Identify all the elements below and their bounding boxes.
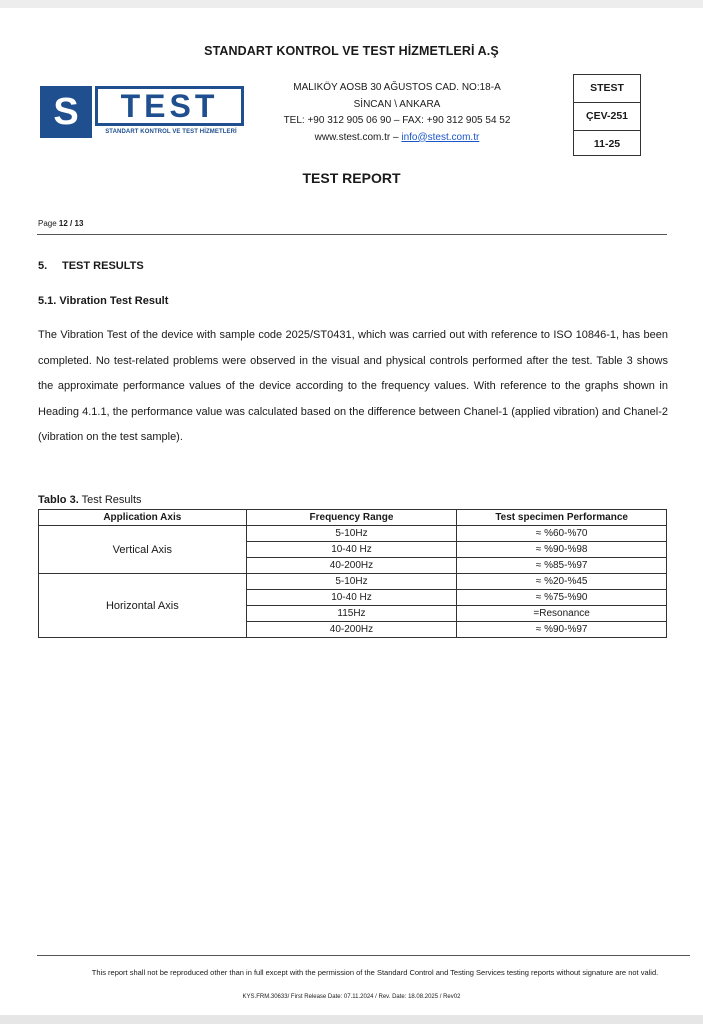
- top-margin-band: [0, 0, 703, 8]
- address-line: SİNCAN \ ANKARA: [353, 98, 441, 110]
- page-separator: /: [67, 219, 75, 228]
- table-caption-label: Tablo 3.: [38, 494, 79, 506]
- table-caption: [38, 494, 142, 506]
- page-total: 13: [74, 219, 84, 228]
- code-cell-org: STEST: [574, 75, 640, 103]
- subsection-heading: 5.1. Vibration Test Result: [38, 295, 169, 307]
- performance-cell: =Resonance: [457, 606, 667, 622]
- page-current: 12: [58, 219, 68, 228]
- code-cell-doc: ÇEV-251: [574, 103, 640, 131]
- test-results-table: [38, 509, 667, 638]
- table-header-row: [39, 510, 667, 526]
- performance-cell: ≈ %85-%97: [457, 558, 667, 574]
- address-line: MALIKÖY AOSB 30 AĞUSTOS CAD. NO:18-A: [293, 82, 501, 93]
- logo-word: TEST: [95, 86, 244, 126]
- table-row: [39, 574, 667, 590]
- company-name: STANDART KONTROL VE TEST HİZMETLERİ A.Ş: [204, 44, 499, 58]
- footer-notice: This report shall not be reproduced other than in full except with the permission of the Standard Control and Testing Services testing reports without signature are not valid.: [91, 968, 659, 977]
- code-cell-number: 11-25: [593, 138, 621, 150]
- company-logo: [40, 86, 246, 138]
- frequency-cell: 40-200Hz: [246, 622, 457, 638]
- website-text: www.stest.com.tr –: [314, 131, 402, 143]
- frequency-cell: 115Hz: [246, 606, 457, 622]
- frequency-cell: 5-10Hz: [246, 526, 457, 542]
- phone-fax-line: TEL: +90 312 905 06 90 – FAX: +90 312 905 54 52: [283, 115, 511, 126]
- axis-cell-vertical: Vertical Axis: [39, 526, 247, 574]
- frequency-cell: 40-200Hz: [246, 558, 457, 574]
- section-heading: [38, 260, 144, 272]
- web-line: [262, 130, 532, 147]
- company-address: [262, 80, 532, 146]
- section-title: TEST RESULTS: [62, 260, 144, 272]
- table-caption-text: Test Results: [78, 494, 142, 506]
- table-row: [39, 526, 667, 542]
- header-performance: Test specimen Performance: [457, 510, 667, 526]
- report-title: TEST REPORT: [302, 170, 401, 186]
- logo-tagline: STANDART KONTROL VE TEST HİZMETLERİ: [105, 129, 237, 135]
- footer-divider: [37, 955, 690, 956]
- performance-cell: ≈ %60-%70: [457, 526, 667, 542]
- footer-document-meta: KYS.FRM.30633/ First Release Date: 07.11.2024 / Rev. Date: 18.08.2025 / Rev02: [242, 994, 461, 1000]
- performance-cell: ≈ %90-%97: [457, 622, 667, 638]
- logo-letter: S: [40, 86, 92, 138]
- email-link[interactable]: info@stest.com.tr: [401, 131, 480, 143]
- page-label: Page: [38, 219, 57, 228]
- frequency-cell: 5-10Hz: [246, 574, 457, 590]
- document-code-box: [573, 74, 641, 156]
- performance-cell: ≈ %20-%45: [457, 574, 667, 590]
- header-divider: [37, 234, 667, 235]
- performance-cell: ≈ %90-%98: [457, 542, 667, 558]
- section-number: 5.: [38, 260, 48, 272]
- performance-cell: ≈ %75-%90: [457, 590, 667, 606]
- axis-cell-horizontal: Horizontal Axis: [39, 574, 247, 638]
- header-application-axis: Application Axis: [39, 510, 247, 526]
- frequency-cell: 10-40 Hz: [246, 542, 457, 558]
- body-paragraph: The Vibration Test of the device with sample code 2025/ST0431, which was carried out with reference to ISO 10846-1, has been completed. No test-related problems were observed in the visual and physical controls performed after the test. Table 3 shows the approximate performance values of the device according to the frequency values. With reference to the graphs shown in Heading 4.1.1, the performance value was calculated based on the difference between Chanel-1 (applied vibration) and Chanel-2 (vibration on the test sample).: [38, 329, 668, 443]
- header-frequency-range: Frequency Range: [246, 510, 457, 526]
- bottom-margin-band: [0, 1015, 703, 1024]
- frequency-cell: 10-40 Hz: [246, 590, 457, 606]
- page-number: [38, 219, 83, 228]
